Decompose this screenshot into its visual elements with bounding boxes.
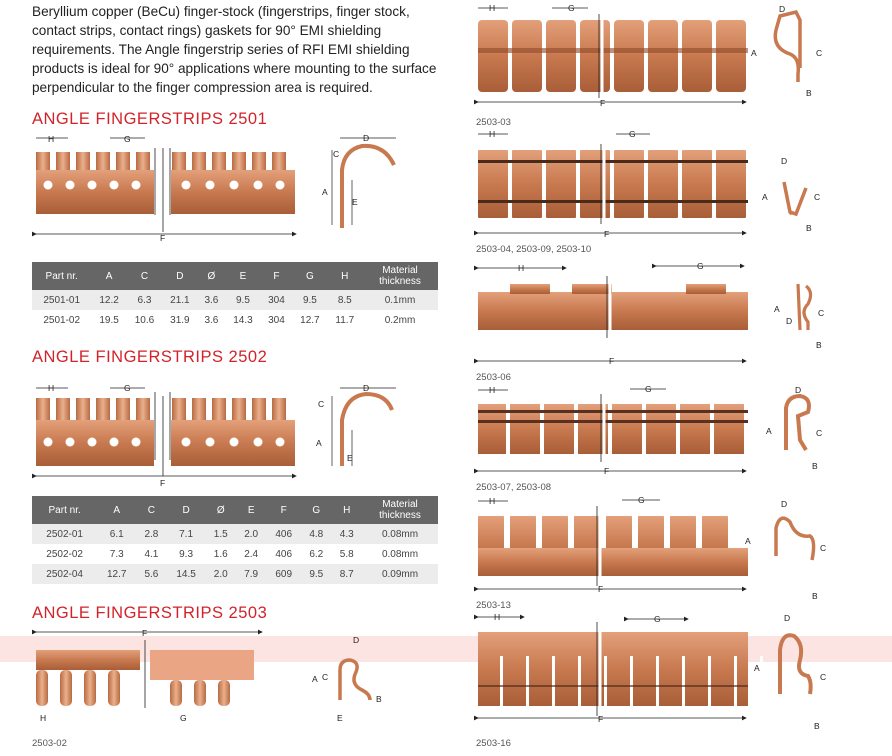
- right-column-dimensions: [478, 3, 746, 724]
- table-cell: 0.08mm: [362, 524, 438, 544]
- dim-d-p03: D: [779, 4, 786, 14]
- finger: [478, 20, 508, 92]
- dim-c-2503-02: C: [322, 672, 329, 682]
- dim-a-p03: A: [751, 48, 757, 58]
- dim-b-2503-02: B: [376, 694, 382, 704]
- table-cell: 8.7: [331, 564, 362, 584]
- slot: [578, 656, 581, 706]
- profile-2501-drawing: [322, 133, 396, 228]
- dim-h-2503-02: H: [40, 713, 47, 723]
- col-d: D: [162, 262, 197, 290]
- dim-d-p04: D: [781, 156, 788, 166]
- table-cell: 7.3: [109, 548, 124, 560]
- table-cell: 304: [261, 290, 293, 310]
- col-part: Part nr.: [32, 496, 97, 524]
- col-dia: Ø: [198, 262, 226, 290]
- dim-h-2503-13: H: [489, 496, 496, 506]
- intro-paragraph: Beryllium copper (BeCu) finger-stock (fingerstrips, finger stock, contact strips, contact rings) gaskets for 90° EMI shielding requirements. The Angle fingerstrip series of RFI EMI shielding products is ideal for 90° applications where mounting to the surface perpendicular to the finger compression area is required.: [32, 4, 437, 95]
- slot: [552, 656, 555, 706]
- dim-c-p16: C: [820, 672, 827, 682]
- finger: [76, 152, 90, 172]
- table-cell: 2.0: [206, 564, 236, 584]
- table-cell: 9.3: [179, 548, 194, 560]
- caption-2503-02: 2503-02: [32, 738, 67, 749]
- dim-d-2503-02: D: [353, 635, 360, 645]
- finger: [172, 152, 186, 172]
- finger: [56, 152, 70, 172]
- finger: [716, 20, 746, 92]
- dim-c-p06: C: [818, 308, 825, 318]
- table-cell: 31.9: [170, 314, 190, 326]
- table-cell: 2.4: [244, 548, 259, 560]
- slot: [526, 656, 529, 706]
- table-cell: 5.6: [136, 564, 166, 584]
- hole: [254, 181, 263, 190]
- dim-h-2502: H: [48, 383, 55, 393]
- col-dia: Ø: [206, 496, 236, 524]
- hole: [110, 438, 119, 447]
- finger: [686, 284, 726, 294]
- finger: [272, 152, 286, 172]
- table-cell: 4.8: [301, 524, 331, 544]
- slot: [500, 656, 503, 706]
- hole: [206, 181, 215, 190]
- dim-g-2503-07: G: [645, 384, 652, 394]
- col-a: A: [97, 496, 136, 524]
- finger: [546, 20, 576, 92]
- table-cell: 12.7: [97, 564, 136, 584]
- dim-d-p16: D: [784, 613, 791, 623]
- right-column-strips: [478, 14, 763, 716]
- dim-f-2503-13: F: [598, 584, 604, 594]
- table-cell: 21.1: [162, 290, 197, 310]
- hole: [276, 181, 285, 190]
- finger: [36, 152, 50, 172]
- hole: [230, 438, 239, 447]
- col-g: G: [301, 496, 331, 524]
- finger: [136, 398, 150, 422]
- table-cell: 9.5: [301, 564, 331, 584]
- table-cell: 0.09mm: [362, 564, 438, 584]
- dim-f-2503-07: F: [604, 466, 610, 476]
- table-cell: 6.1: [97, 524, 136, 544]
- dim-h-2503-06: H: [518, 263, 525, 273]
- dim-g-2503-02: G: [180, 713, 187, 723]
- table-cell: 9.5: [225, 290, 260, 310]
- col-thickness: Material thickness: [362, 496, 438, 524]
- hole: [182, 438, 191, 447]
- dim-h-2503-07: H: [489, 385, 496, 395]
- table-cell: 2.0: [236, 524, 266, 544]
- table-cell: 0.2mm: [384, 314, 416, 326]
- finger: [172, 398, 186, 422]
- finger: [36, 398, 50, 422]
- hole: [88, 181, 97, 190]
- dim-a-p16: A: [754, 663, 760, 673]
- finger: [682, 20, 712, 92]
- dim-g-2503-06: G: [697, 261, 704, 271]
- hole: [66, 181, 75, 190]
- dim-b-p06: B: [816, 340, 822, 350]
- strip-band: [478, 200, 748, 203]
- hole: [132, 181, 141, 190]
- table-cell: 14.3: [233, 314, 253, 326]
- dim-a-p13: A: [745, 536, 751, 546]
- dim-c-p03: C: [816, 48, 823, 58]
- finger: [212, 398, 226, 422]
- table-cell: 609: [266, 564, 301, 584]
- hole: [44, 181, 53, 190]
- finger: [512, 20, 542, 92]
- strip-band: [478, 410, 748, 413]
- table-cell: 6.3: [127, 290, 162, 310]
- table-cell: 5.8: [339, 548, 354, 560]
- dim-h-2503-04: H: [489, 129, 496, 139]
- table-cell: 9.5: [292, 290, 327, 310]
- col-c: C: [136, 496, 166, 524]
- slot: [708, 656, 711, 706]
- dim-f-2503-04: F: [604, 229, 610, 239]
- hole: [182, 181, 191, 190]
- dim-c-2501: C: [333, 149, 340, 159]
- strip-band: [478, 160, 748, 163]
- hole: [254, 438, 263, 447]
- finger: [116, 152, 130, 172]
- dim-d-p13: D: [781, 499, 788, 509]
- caption-2503-16: 2503-16: [476, 738, 511, 749]
- dim-g-2503-03: G: [568, 3, 575, 13]
- finger: [614, 20, 644, 92]
- finger: [136, 152, 150, 172]
- hole: [66, 438, 75, 447]
- table-cell: 12.7: [300, 314, 320, 326]
- hole: [110, 181, 119, 190]
- strip-base: [171, 170, 295, 214]
- dim-g-2503-13: G: [638, 495, 645, 505]
- table-cell: 7.1: [167, 524, 206, 544]
- dim-g-2501: G: [124, 134, 131, 144]
- dim-b-p07: B: [812, 461, 818, 471]
- finger: [252, 152, 266, 172]
- hole: [276, 438, 285, 447]
- finger: [272, 398, 286, 422]
- strip-base: [478, 548, 748, 576]
- right-column-profiles: [745, 4, 826, 731]
- table-cell: 1.5: [206, 524, 236, 544]
- dim-a-p07: A: [766, 426, 772, 436]
- caption-2503-13: 2503-13: [476, 600, 511, 611]
- table-cell: 2502-02: [46, 548, 83, 560]
- slot: [760, 656, 763, 706]
- table-cell: 19.5: [99, 314, 119, 326]
- col-h: H: [331, 496, 362, 524]
- finger: [232, 398, 246, 422]
- strip-2501-drawing: [36, 134, 296, 243]
- dim-h-2501: H: [48, 134, 55, 144]
- dim-b-p16: B: [814, 721, 820, 731]
- table-cell: 2.8: [136, 524, 166, 544]
- table-cell: 4.1: [144, 548, 159, 560]
- strip-base: [478, 632, 748, 706]
- slot: [734, 656, 737, 706]
- slot: [682, 656, 685, 706]
- table-cell: 2502-04: [32, 564, 97, 584]
- table-cell: 3.6: [198, 290, 226, 310]
- dim-h-2503-16: H: [494, 612, 501, 622]
- dim-f-2503-02: F: [142, 628, 148, 638]
- finger: [212, 152, 226, 172]
- caption-2503-06: 2503-06: [476, 372, 511, 383]
- strip-base: [478, 292, 748, 330]
- dim-f-2502: F: [160, 478, 166, 488]
- dim-e-2502: E: [347, 453, 353, 463]
- hole: [132, 438, 141, 447]
- dim-c-p13: C: [820, 543, 827, 553]
- dim-f-2503-16: F: [598, 714, 604, 724]
- finger: [56, 398, 70, 422]
- col-f: F: [266, 496, 301, 524]
- finger: [572, 284, 612, 294]
- hole: [206, 438, 215, 447]
- table-cell: 8.5: [328, 290, 362, 310]
- slot: [604, 656, 607, 706]
- col-a: A: [91, 262, 126, 290]
- table-cell: 12.2: [91, 290, 126, 310]
- finger: [116, 398, 130, 422]
- dim-d-p07: D: [795, 385, 802, 395]
- section-title-2503: ANGLE FINGERSTRIPS 2503: [32, 604, 268, 622]
- table-cell: 406: [275, 548, 293, 560]
- col-h: H: [328, 262, 362, 290]
- dim-d-p06: D: [786, 316, 793, 326]
- dim-a-2501: A: [322, 187, 328, 197]
- table-cell: 10.6: [134, 314, 155, 326]
- table-cell: 2502-01: [32, 524, 97, 544]
- dim-c-p07: C: [816, 428, 823, 438]
- col-f: F: [261, 262, 293, 290]
- strip-2502-drawing: [36, 383, 296, 488]
- dim-a-2503-02: A: [312, 674, 318, 684]
- dim-a-p04: A: [762, 192, 768, 202]
- hole: [88, 438, 97, 447]
- table-cell: 6.2: [309, 548, 324, 560]
- strip-band: [478, 48, 748, 53]
- dim-d-2501: D: [363, 133, 370, 143]
- slot: [630, 656, 633, 706]
- dim-b-p04: B: [806, 223, 812, 233]
- section-title-2501: ANGLE FINGERSTRIPS 2501: [32, 110, 268, 128]
- finger: [76, 398, 90, 422]
- dim-b-p13: B: [812, 591, 818, 601]
- dim-a-p06: A: [774, 304, 780, 314]
- col-part: Part nr.: [32, 262, 91, 290]
- col-thickness: Material thickness: [362, 262, 438, 290]
- dim-g-2502: G: [124, 383, 131, 393]
- table-cell: 406: [266, 524, 301, 544]
- finger: [192, 152, 206, 172]
- strip-base: [36, 170, 154, 214]
- dim-g-2503-16: G: [654, 614, 661, 624]
- table-cell: 11.7: [335, 314, 355, 326]
- dim-c-2502: C: [318, 399, 325, 409]
- table-cell: 0.08mm: [381, 548, 419, 560]
- table-cell: 2501-02: [43, 314, 81, 326]
- strip-band: [478, 420, 748, 423]
- col-g: G: [292, 262, 327, 290]
- table-cell: 304: [268, 314, 285, 326]
- hole: [230, 181, 239, 190]
- dim-a-2502: A: [316, 438, 322, 448]
- finger: [192, 398, 206, 422]
- finger: [580, 20, 610, 92]
- dim-g-2503-04: G: [629, 129, 636, 139]
- finger: [96, 398, 110, 422]
- table-cell: 14.5: [167, 564, 206, 584]
- strip-2503-02-drawing: [36, 628, 382, 723]
- dim-f-2501: F: [160, 233, 166, 243]
- table-cell: 0.1mm: [362, 290, 438, 310]
- dim-d-2502: D: [363, 383, 370, 393]
- table-cell: 3.6: [204, 314, 219, 326]
- dim-f-2503-03: F: [600, 98, 606, 108]
- profile-2502-drawing: [316, 383, 396, 466]
- table-cell: 1.6: [213, 548, 228, 560]
- caption-2503-07: 2503-07, 2503-08: [476, 482, 552, 493]
- col-e: E: [236, 496, 266, 524]
- col-c: C: [127, 262, 162, 290]
- section-title-2502: ANGLE FINGERSTRIPS 2502: [32, 348, 268, 366]
- dim-c-p04: C: [814, 192, 821, 202]
- finger: [96, 152, 110, 172]
- caption-2503-04: 2503-04, 2503-09, 2503-10: [476, 244, 592, 255]
- finger: [648, 20, 678, 92]
- dim-h-2503-03: H: [489, 3, 496, 13]
- finger: [510, 284, 550, 294]
- finger: [232, 152, 246, 172]
- col-d: D: [167, 496, 206, 524]
- finger: [252, 398, 266, 422]
- table-cell: 7.9: [236, 564, 266, 584]
- dim-e-2503-02: E: [337, 713, 343, 723]
- table-cell: 2501-01: [32, 290, 91, 310]
- dim-b-p03: B: [806, 88, 812, 98]
- dim-e-2501: E: [352, 197, 358, 207]
- table-cell: 4.3: [331, 524, 362, 544]
- slot: [656, 656, 659, 706]
- hole: [44, 438, 53, 447]
- col-e: E: [225, 262, 260, 290]
- dim-f-2503-06: F: [609, 356, 615, 366]
- caption-2503-03: 2503-03: [476, 117, 511, 128]
